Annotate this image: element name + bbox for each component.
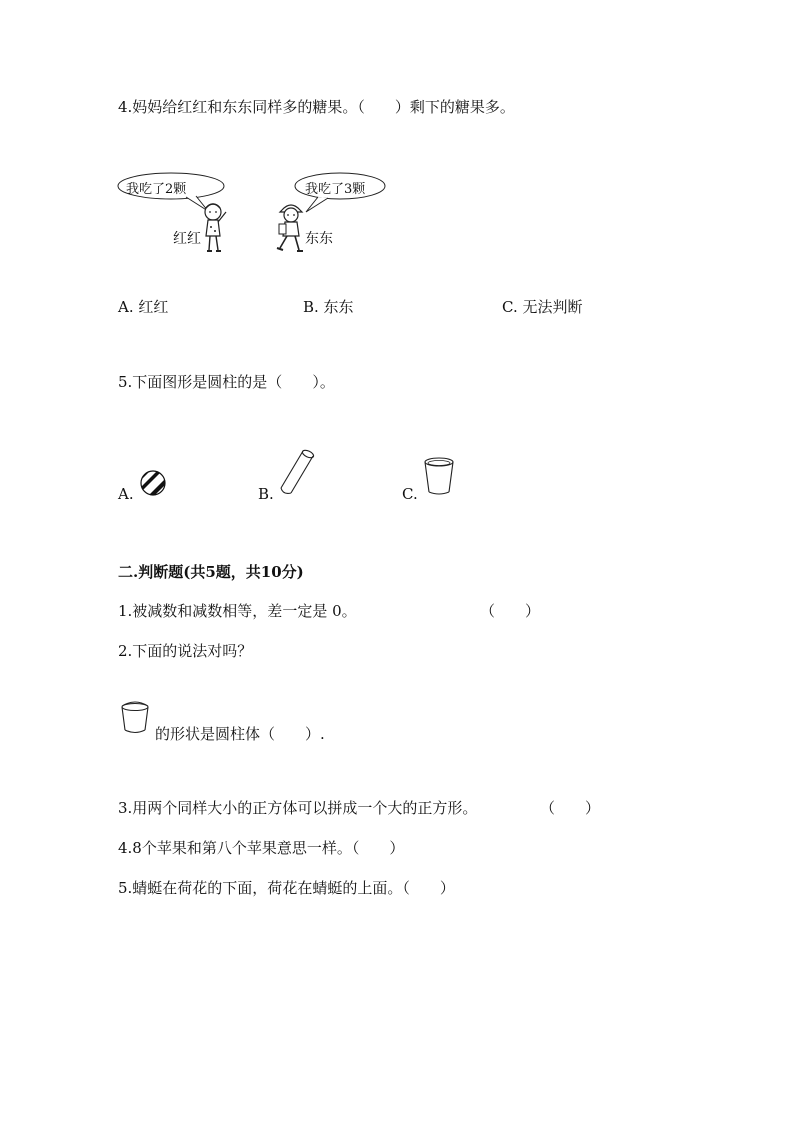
q4-text: 4.妈妈给红红和东东同样多的糖果。（ ）剩下的糖果多。 [118, 98, 515, 116]
bubble-hong-text: 我吃了2颗 [126, 182, 187, 197]
q4-option-c: C. 无法判断 [502, 298, 583, 316]
striped-ball-icon [138, 468, 168, 498]
judge-q3-blank: （ ） [540, 799, 601, 817]
bucket-icon [118, 700, 152, 736]
judge-q5-text: 5.蜻蜓在荷花的下面，荷花在蜻蜓的上面。（ ） [118, 879, 455, 897]
section-judge-heading: 二.判断题(共5题，共10分) [118, 563, 304, 581]
judge-q3-text: 3.用两个同样大小的正方体可以拼成一个大的正方形。 [118, 799, 478, 817]
q4-option-a: A. 红红 [118, 298, 169, 316]
bubble-dong-text: 我吃了3颗 [305, 182, 366, 197]
q5-option-c: C. [402, 485, 418, 503]
stick-cylinder-icon [278, 448, 318, 498]
judge-q1-text: 1.被减数和减数相等，差一定是 0。 [118, 602, 357, 620]
girl-figure-icon [198, 200, 232, 255]
cup-icon [422, 456, 456, 498]
judge-q4-text: 4.8个苹果和第八个苹果意思一样。（ ） [118, 839, 405, 857]
q5-option-a: A. [118, 485, 134, 503]
judge-q1-blank: （ ） [480, 602, 541, 620]
q5-option-b: B. [258, 485, 274, 503]
boy-figure-icon [274, 200, 308, 255]
judge-q2-statement: 的形状是圆柱体（ ）. [155, 725, 325, 743]
name-dong: 东东 [305, 231, 333, 247]
q4-option-b: B. 东东 [303, 298, 354, 316]
q5-text: 5.下面图形是圆柱的是（ ）。 [118, 373, 335, 391]
judge-q2-text: 2.下面的说法对吗？ [118, 642, 253, 660]
name-hong: 红红 [173, 231, 201, 247]
